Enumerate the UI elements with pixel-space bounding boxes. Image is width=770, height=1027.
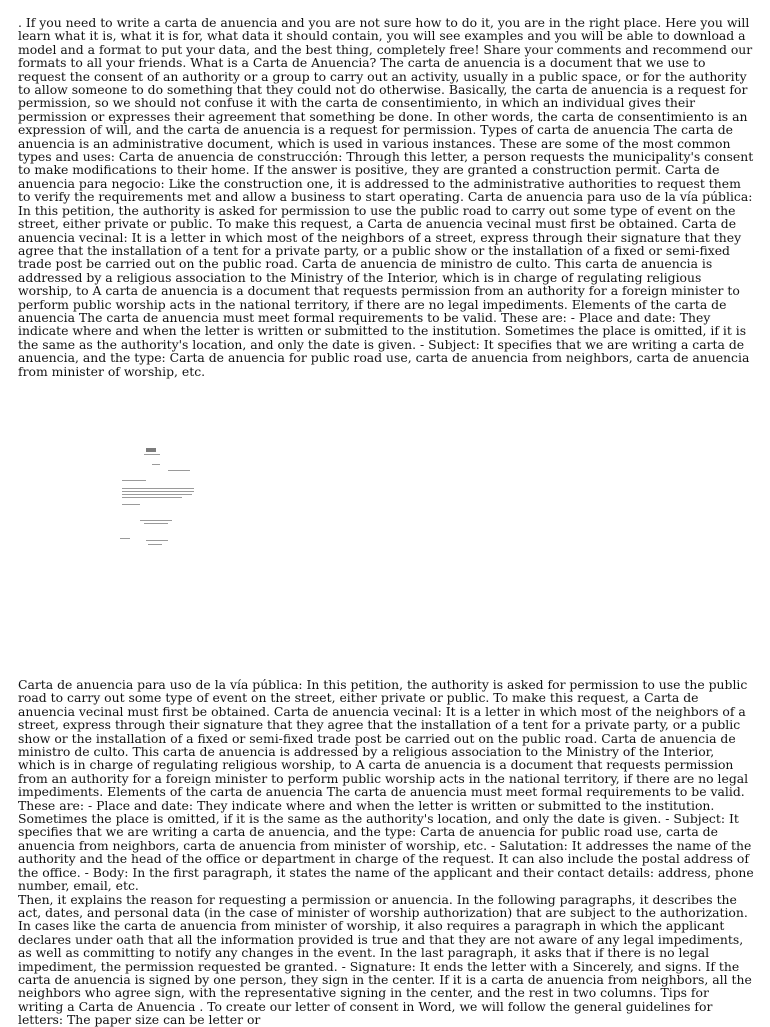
letter-document-thumbnail (116, 448, 200, 552)
article-paragraph-intro: . If you need to write a carta de anuencia and you are not sure how to do it, you are in the right place. Here you will learn what it is, what it is for, what data it should contain, you will see examples and you will be able to download a model and a format to put your data, and the best thing, completely free! Share your comments and recommend our formats to all your friends. What is a Carta de Anuencia? The carta de anuencia is a document that we use to request the consent of an authority or a group to carry out an activity, usually in a public space, or for the authority to allow someone to do something that they could not do otherwise. Basically, the carta de anuencia is a request for permission, so we should not confuse it with the carta de consentimiento, in which an individual gives their permission or expresses their agreement that something be done. In other words, the carta de consentimiento is an expression of will, and the carta de anuencia is a request for permission. Types of carta de anuencia The carta de anuencia is an administrative document, which is used in various instances. These are some of the most common types and uses: Carta de anuencia de construcción: Through this letter, a person requests the municipality's consent to make modifications to their home. If the answer is positive, they are granted a construction permit. Carta de anuencia para negocio: Like the construction one, it is addressed to the administrative authorities to request them to verify the requirements met and allow a business to start operating. Carta de anuencia para uso de la vía pública: In this petition, the authority is asked for permission to use the public road to carry out some type of event on the street, either private or public. To make this request, a Carta de anuencia vecinal must first be obtained. Carta de anuencia vecinal: It is a letter in which most of the neighbors of a street, express through their signature that they agree that the installation of a tent for a private party, or a public show or the installation of a fixed or semi-fixed trade post be carried out on the public road. Carta de anuencia de ministro de culto. This carta de anuencia is addressed by a religious association to the Ministry of the Interior, which is in charge of regulating religious worship, to A carta de anuencia is a document that requests permission from an authority for a foreign minister to perform public worship acts in the national territory, if there are no legal impediments. Elements of the carta de anuencia The carta de anuencia must meet formal requirements to be valid. These are: - Place and date: They indicate where and when the letter is written or submitted to the institution. Sometimes the place is omitted, if it is the same as the authority's location, and only the date is given. - Subject: It specifies that we are writing a carta de anuencia, and the type: Carta de anuencia for public road use, carta de anuencia from neighbors, carta de anuencia from minister of worship, etc. (18, 15, 754, 379)
article-paragraph-details: Carta de anuencia para uso de la vía pública: In this petition, the authority is asked for permission to use the public road to carry out some type of event on the street, either private or public. To make this request, a Carta de anuencia vecinal must first be obtained. Carta de anuencia vecinal: It is a letter in which most of the neighbors of a street, express through their signature that they agree that the installation of a tent for a private party, or a public show or the installation of a fixed or semi-fixed trade post be carried out on the public road. Carta de anuencia de ministro de culto. This carta de anuencia is addressed by a religious association to the Ministry of the Interior, which is in charge of regulating religious worship, to A carta de anuencia is a document that requests permission from an authority for a foreign minister to perform public worship acts in the national territory, if there are no legal impediments. Elements of the carta de anuencia The carta de anuencia must meet formal requirements to be valid. These are: - Place and date: They indicate where and when the letter is written or submitted to the institution. Sometimes the place is omitted, if it is the same as the authority's location, and only the date is given. - Subject: It specifies that we are writing a carta de anuencia, and the type: Carta de anuencia for public road use, carta de anuencia from neighbors, carta de anuencia from minister of worship, etc. - Salutation: It addresses the name of the authority and the head of the office or department in charge of the request. It can also include the postal address of the office. - Body: In the first paragraph, it states the name of the applicant and their contact details: address, phone number, email, etc. Then, it explains the reason for requesting a permission or anuencia. In the following paragraphs, it describes the act, dates, and personal data (in the case of minister of worship authorization) that are subject to the authorization. In cases like the carta de anuencia from minister of worship, it also requires a paragraph in which the applicant declares under oath that all the information provided is true and that they are not aware of any legal impediments, as well as committing to notify any changes in the event. In the last paragraph, it asks that if there is no legal impediment, the permission requested be granted. - Signature: It ends the letter with a Sincerely, and signs. If the carta de anuencia is signed by one person, they sign in the center. If it is a carta de anuencia from neighbors, all the neighbors who agree sign, with the representative signing in the center, and the rest in two columns. Tips for writing a Carta de Anuencia . To create our letter of consent in Word, we will follow the general guidelines for letters: The paper size can be letter or (18, 677, 754, 1027)
